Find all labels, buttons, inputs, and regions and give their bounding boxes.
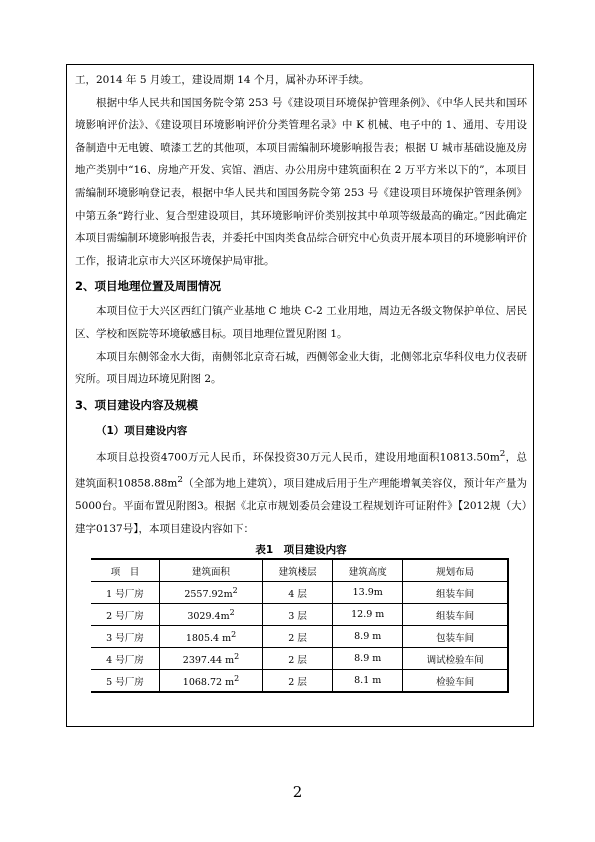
table-cell-height: 8.9 m (333, 626, 403, 648)
investment-text-b: ，总建筑面积10858.88m (75, 451, 528, 490)
table-caption: 表1 项目建设内容 (255, 544, 347, 557)
table-header-cell: 规划布局 (403, 559, 508, 582)
table-cell-area (159, 648, 262, 670)
table-row (91, 648, 508, 670)
table-cell-use: 组装车间 (403, 582, 508, 604)
table-header-cell: 建筑楼层 (263, 559, 333, 582)
table-row (91, 670, 508, 693)
table-cell-height: 12.9 m (333, 604, 403, 626)
superscript-2: 2 (234, 673, 240, 683)
area-value: 3029.4m (187, 610, 230, 622)
table-cell-floors: 3 层 (263, 604, 333, 626)
table-cell-name: 2 号厂房 (91, 604, 159, 626)
area-value: 2397.44 m (182, 654, 235, 666)
table-row (91, 626, 508, 648)
superscript-2: 2 (232, 585, 238, 595)
table-cell-floors: 2 层 (263, 626, 333, 648)
paragraph-regulations: 根据中华人民共和国国务院令第 253 号《建设项目环境保护管理条例》、《中华人民共和国环境影响评价法》、《建设项目环境影响评价分类管理名录》中 K 机械、电子中的 1、通用、专用设备制造中无电镀、喷漆工艺的其他项，本项目需编制环境影响报告表；根据 U 城市基础设施及房地产类别中“16、房地产开发、宾馆、酒店、办公用房中建筑面积在 2 万平方米以下的”，本项目需编制环境影响登记表，根据中华人民共和国国务院令第 253 号《建设项目环境保护管理条例》中第五条“跨行业、复合型建设项目，其环境影响评价类别按其中单项等级最高的确定。”因此确定本项目需编制环境影响报告表，并委托中国肉类食品综合研究中心负责开展本项目的环境影响评价工作，报请北京市大兴区环境保护局审批。 (75, 96, 527, 267)
table-cell-height: 8.9 m (333, 648, 403, 670)
paragraph-location: 本项目位于大兴区西红门镇产业基地 C 地块 C-2 工业用地，周边无各级文物保护单位、居民区、学校和医院等环境敏感目标。项目地理位置见附图 1。 (75, 305, 527, 340)
page-number: 2 (292, 783, 303, 801)
superscript-2: 2 (229, 607, 235, 617)
construction-table (91, 558, 509, 693)
superscript-2: 2 (231, 629, 237, 639)
content-body (75, 69, 527, 693)
content-frame (66, 64, 534, 727)
table-row (91, 582, 508, 604)
table-cell-area (159, 670, 262, 693)
table-header-row (91, 559, 508, 582)
superscript-2: 2 (499, 448, 506, 459)
table-cell-floors: 2 层 (263, 648, 333, 670)
table-cell-name: 3 号厂房 (91, 626, 159, 648)
table-cell-height: 8.1 m (333, 670, 403, 693)
table-cell-height: 13.9m (333, 582, 403, 604)
area-value: 1805.4 m (185, 632, 232, 644)
investment-text-a: 本项目总投资4700万元人民币，环保投资30万元人民币，建设用地面积10813.50m (96, 451, 500, 464)
superscript-2: 2 (234, 651, 240, 661)
table-cell-area (159, 582, 262, 604)
paragraph-intro-continued: 工，2014 年 5 月竣工，建设周期 14 个月，属补办环评手续。 (75, 74, 370, 86)
section-heading-construction: 3、项目建设内容及规模 (75, 397, 199, 412)
table-cell-floors: 2 层 (263, 670, 333, 693)
superscript-2: 2 (177, 474, 183, 485)
table-cell-use: 包装车间 (403, 626, 508, 648)
paragraph-investment (75, 443, 527, 540)
table-row (91, 604, 508, 626)
table-cell-name: 4 号厂房 (91, 648, 159, 670)
subsection-heading-content: （1）项目建设内容 (96, 424, 188, 437)
table-cell-floors: 4 层 (263, 582, 333, 604)
area-value: 2557.92m (184, 588, 233, 600)
table-cell-use: 组装车间 (403, 604, 508, 626)
table-header-cell: 项 目 (91, 559, 159, 582)
table-cell-area (159, 626, 262, 648)
table-header-cell: 建筑高度 (333, 559, 403, 582)
table-header-cell: 建筑面积 (159, 559, 262, 582)
paragraph-surroundings: 本项目东侧邻金水大街，南侧邻北京奇石城，西侧邻金业大街，北侧邻北京华科仪电力仪表研究所。项目周边环境见附图 2。 (75, 350, 527, 386)
table-cell-area (159, 604, 262, 626)
table-cell-use: 调试检验车间 (403, 648, 508, 670)
area-value: 1068.72 m (182, 676, 235, 688)
table-cell-name: 1 号厂房 (91, 582, 159, 604)
table-cell-name: 5 号厂房 (91, 670, 159, 693)
investment-text-c: （全部为地上建筑），项目建成后用于生产理能增氧美容仪，预计年产量为5000台。平面布置见附图3。根据《北京市规划委员会建设工程规划许可证附件》【2012规（大）建字0137号】，本项目建设内容如下： (75, 477, 528, 535)
table-cell-use: 检验车间 (403, 670, 508, 693)
section-heading-location: 2、项目地理位置及周围情况 (75, 279, 222, 294)
